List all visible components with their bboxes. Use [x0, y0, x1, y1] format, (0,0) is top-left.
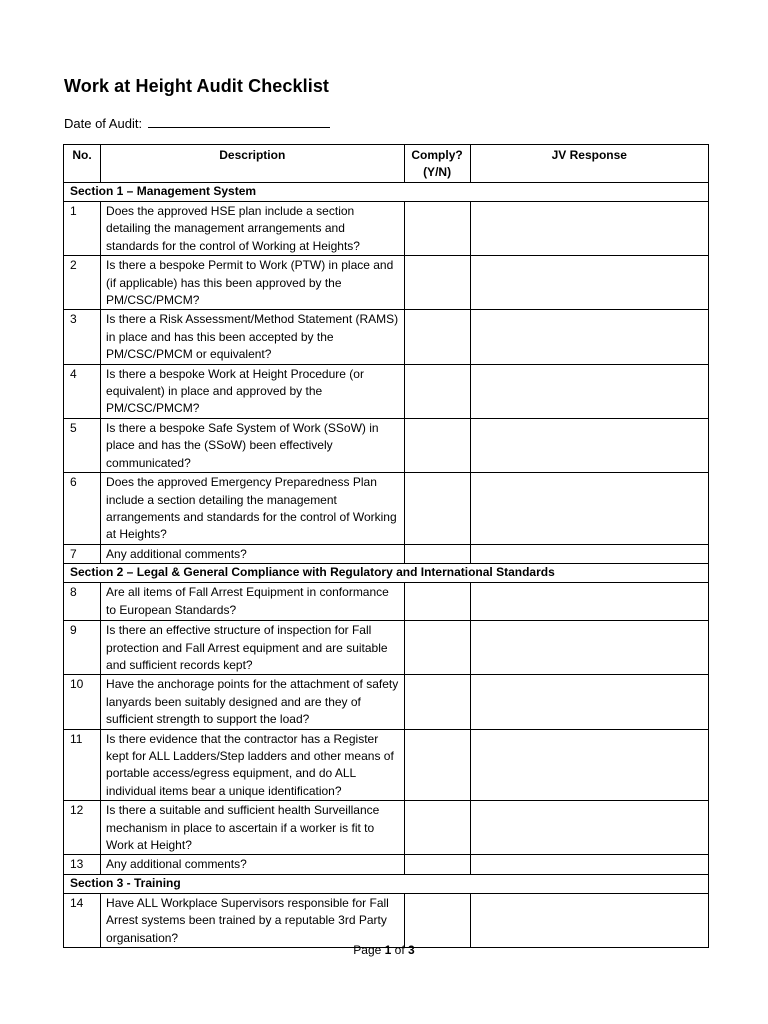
- item-number: 6: [64, 473, 101, 545]
- footer-page-word: Page: [353, 943, 382, 957]
- jv-response-cell[interactable]: [470, 364, 708, 418]
- section-title: Section 2 – Legal & General Compliance with Regulatory and International Standards: [64, 564, 709, 583]
- item-number: 12: [64, 801, 101, 855]
- comply-cell[interactable]: [404, 583, 470, 621]
- item-description: Is there a bespoke Work at Height Procedure (or equivalent) in place and approved by the PM/CSC/PMCM?: [101, 364, 404, 418]
- item-number: 1: [64, 202, 101, 256]
- table-header-row: [64, 145, 709, 183]
- item-number: 3: [64, 310, 101, 364]
- item-description: Any additional comments?: [101, 855, 404, 874]
- item-description: Is there a Risk Assessment/Method Statement (RAMS) in place and has this been accepted by the PM/CSC/PMCM or equivalent?: [101, 310, 404, 364]
- table-row: [64, 202, 709, 256]
- item-description: Is there a bespoke Permit to Work (PTW) in place and (if applicable) has this been approved by the PM/CSC/PMCM?: [101, 256, 404, 310]
- comply-cell[interactable]: [404, 855, 470, 874]
- item-description: Have the anchorage points for the attachment of safety lanyards been suitably designed and are they of sufficient strength to support the load?: [101, 675, 404, 729]
- section-title: Section 1 – Management System: [64, 183, 709, 202]
- jv-response-cell[interactable]: [470, 473, 708, 545]
- item-number: 13: [64, 855, 101, 874]
- item-description: Does the approved Emergency Preparedness Plan include a section detailing the management arrangements and standards for the control of Working at Heights?: [101, 473, 404, 545]
- comply-cell[interactable]: [404, 256, 470, 310]
- item-number: 8: [64, 583, 101, 621]
- document-title: Work at Height Audit Checklist: [64, 76, 330, 96]
- comply-cell[interactable]: [404, 473, 470, 545]
- jv-response-cell[interactable]: [470, 621, 708, 675]
- comply-cell[interactable]: [404, 893, 470, 947]
- table-row: [64, 473, 709, 545]
- item-number: 2: [64, 256, 101, 310]
- table-row: [64, 621, 709, 675]
- comply-cell[interactable]: [404, 364, 470, 418]
- table-row: [64, 583, 709, 621]
- footer-page-total: 3: [408, 943, 415, 957]
- header-description: Description: [101, 145, 404, 183]
- comply-cell[interactable]: [404, 418, 470, 472]
- jv-response-cell[interactable]: [470, 202, 708, 256]
- table-row: [64, 675, 709, 729]
- item-number: 5: [64, 418, 101, 472]
- comply-cell[interactable]: [404, 202, 470, 256]
- audit-checklist-table: [63, 144, 709, 948]
- date-of-audit-field: [64, 115, 330, 131]
- footer-of-word: of: [394, 943, 405, 957]
- jv-response-cell[interactable]: [470, 801, 708, 855]
- table-row: [64, 364, 709, 418]
- item-description: Does the approved HSE plan include a section detailing the management arrangements and standards for the control of Working at Heights?: [101, 202, 404, 256]
- table-row: [64, 418, 709, 472]
- item-description: Are all items of Fall Arrest Equipment in conformance to European Standards?: [101, 583, 404, 621]
- comply-cell[interactable]: [404, 801, 470, 855]
- jv-response-cell[interactable]: [470, 310, 708, 364]
- comply-cell[interactable]: [404, 729, 470, 801]
- table-row: [64, 310, 709, 364]
- jv-response-cell[interactable]: [470, 583, 708, 621]
- table-row: [64, 801, 709, 855]
- item-description: Is there evidence that the contractor has a Register kept for ALL Ladders/Step ladders and other means of portable access/egress equipment, and do ALL individual items bear a unique identification?: [101, 729, 404, 801]
- comply-cell[interactable]: [404, 310, 470, 364]
- header-comply-label: Comply?: [411, 148, 463, 162]
- table-row: [64, 256, 709, 310]
- item-description: Have ALL Workplace Supervisors responsible for Fall Arrest systems been trained by a reputable 3rd Party organisation?: [101, 893, 404, 947]
- footer-page-number: 1: [384, 943, 392, 957]
- date-of-audit-label: Date of Audit:: [64, 116, 143, 131]
- item-number: 10: [64, 675, 101, 729]
- date-of-audit-blank-line: [148, 115, 330, 128]
- jv-response-cell[interactable]: [470, 418, 708, 472]
- section-title: Section 3 - Training: [64, 874, 709, 893]
- table-row: [64, 855, 709, 874]
- jv-response-cell[interactable]: [470, 729, 708, 801]
- item-number: 9: [64, 621, 101, 675]
- jv-response-cell[interactable]: [470, 256, 708, 310]
- item-number: 11: [64, 729, 101, 801]
- table-row: [64, 729, 709, 801]
- table-row: [64, 893, 709, 947]
- jv-response-cell[interactable]: [470, 855, 708, 874]
- item-number: 14: [64, 893, 101, 947]
- comply-cell[interactable]: [404, 544, 470, 563]
- header-jv-response: JV Response: [470, 145, 708, 183]
- comply-cell[interactable]: [404, 621, 470, 675]
- section-header-row: [64, 183, 709, 202]
- jv-response-cell[interactable]: [470, 675, 708, 729]
- table-row: [64, 544, 709, 563]
- comply-cell[interactable]: [404, 675, 470, 729]
- item-number: 4: [64, 364, 101, 418]
- section-header-row: [64, 874, 709, 893]
- section-header-row: [64, 564, 709, 583]
- jv-response-cell[interactable]: [470, 893, 708, 947]
- item-description: Is there an effective structure of inspection for Fall protection and Fall Arrest equipment and are suitable and sufficient records kept?: [101, 621, 404, 675]
- item-description: Is there a bespoke Safe System of Work (SSoW) in place and has the (SSoW) been effectively communicated?: [101, 418, 404, 472]
- item-description: Any additional comments?: [101, 544, 404, 563]
- header-no: No.: [64, 145, 101, 183]
- header-comply: [404, 145, 470, 183]
- page-footer: [0, 943, 768, 957]
- header-comply-sub: (Y/N): [423, 165, 452, 180]
- table-body: [64, 183, 709, 948]
- jv-response-cell[interactable]: [470, 544, 708, 563]
- item-description: Is there a suitable and sufficient health Surveillance mechanism in place to ascertain if a worker is fit to Work at Height?: [101, 801, 404, 855]
- item-number: 7: [64, 544, 101, 563]
